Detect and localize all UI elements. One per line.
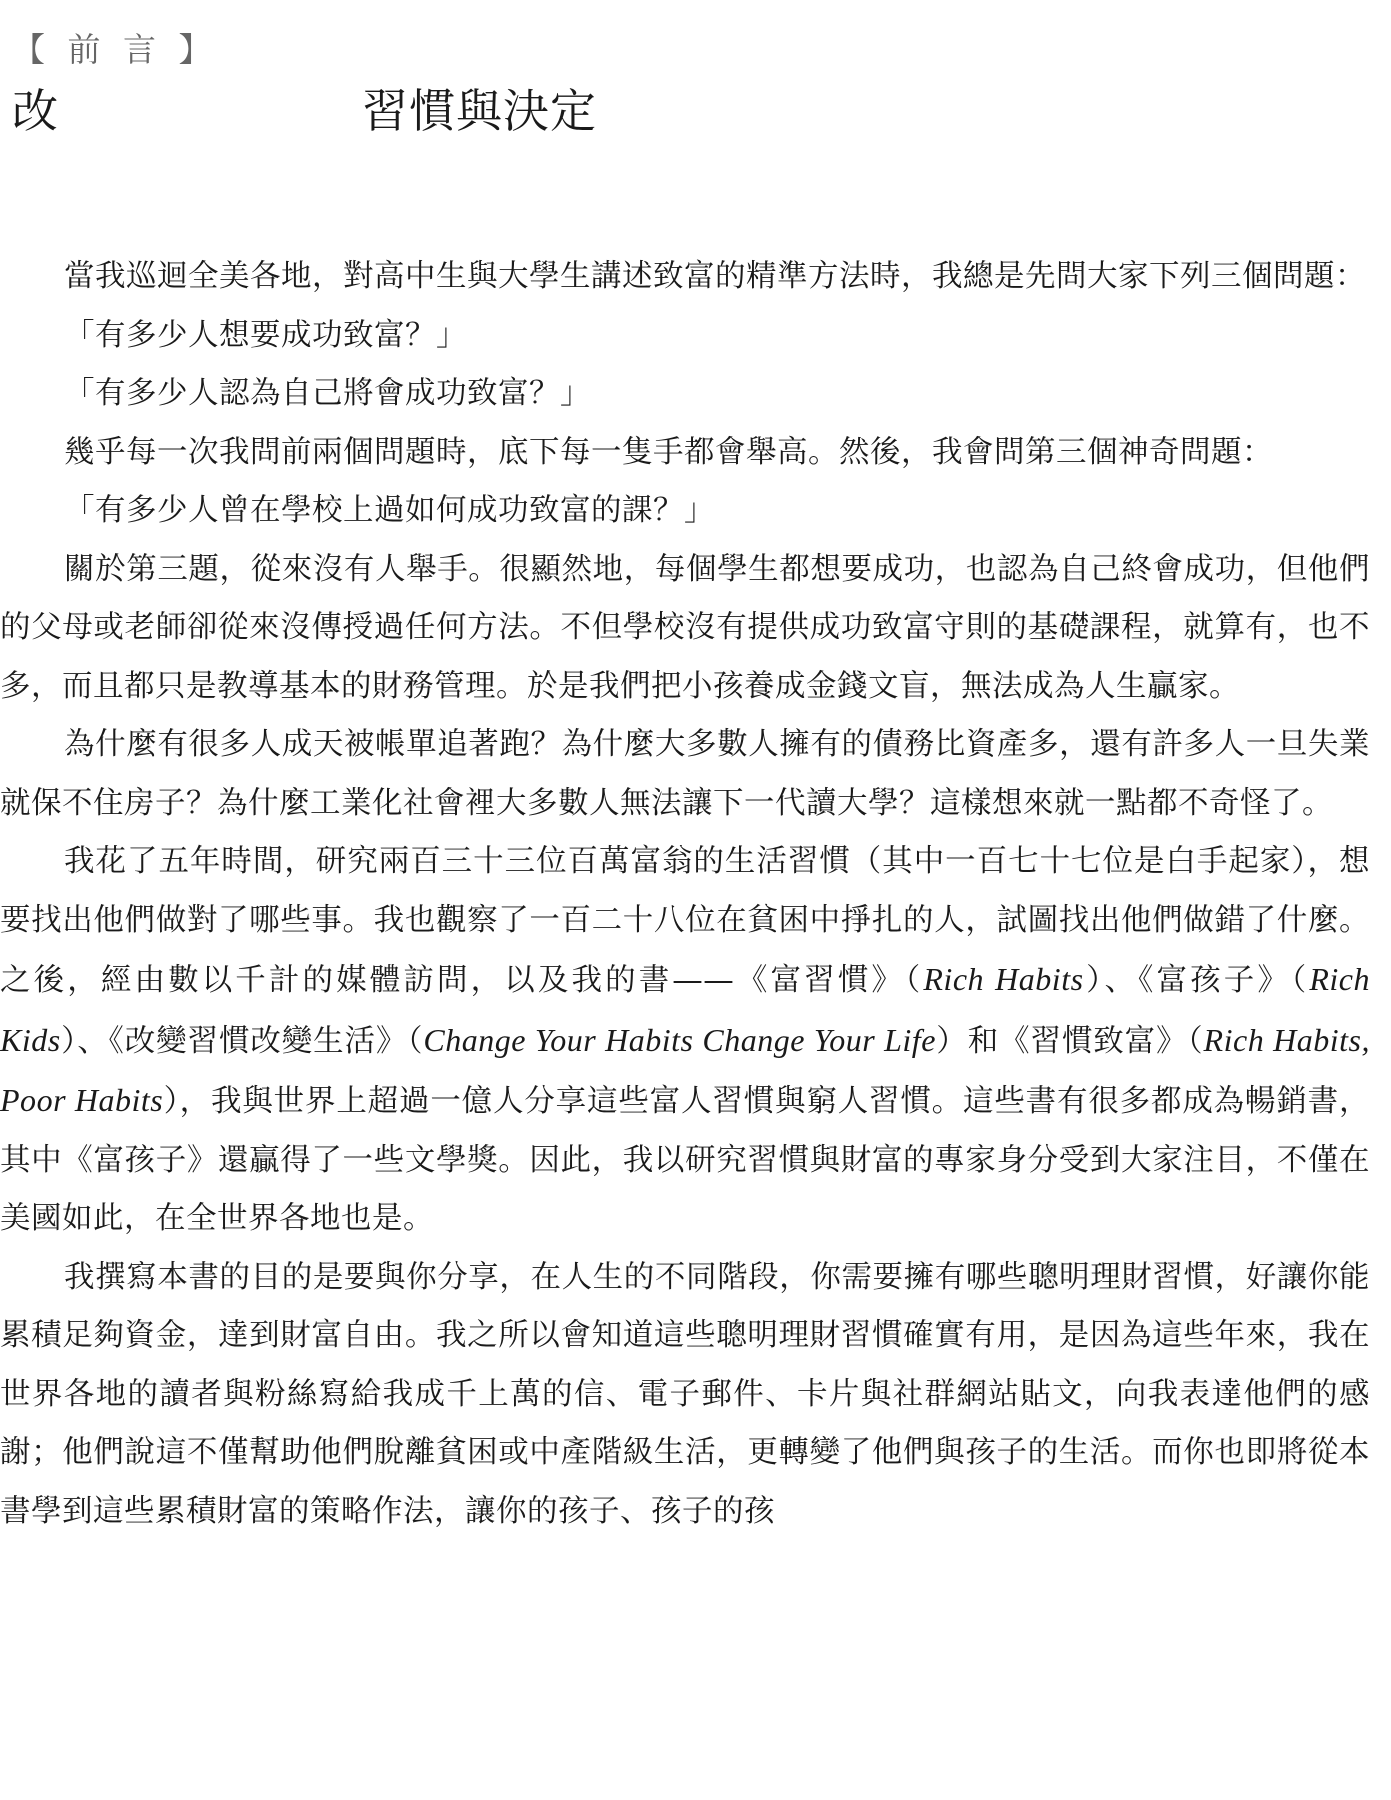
- title-first-character: 改: [12, 84, 58, 138]
- research-text-1: 我花了五年時間，研究兩百三十三位百萬富翁的生活習慣（其中一百七十七位是白手起家），想要找出他們做對了哪些事。我也觀察了一百二十八位在貧困中掙扎的人，試圖找出他們做錯了什麼。之後，經由數以千計的媒體訪問，以及我的書——《富習慣》（: [0, 844, 1370, 998]
- question-one: 「有多少人想要成功致富？」: [64, 317, 468, 353]
- research-text-5: ），我與世界上超過一億人分享這些富人習慣與窮人習慣。這些書有很多都成為暢銷書，其中《富孩子》還贏得了一些文學獎。因此，我以研究習慣與財富的專家身分受到大家注目，不僅在美國如此，在全世界各地也是。: [0, 1084, 1371, 1236]
- book-title-change-your-habits: Change Your Habits Change Your Life: [423, 1021, 936, 1058]
- research-text-2: ）、《富孩子》（: [1083, 963, 1310, 998]
- section-label: 【 前 言 】: [12, 30, 218, 69]
- question-three: 「有多少人曾在學校上過如何成功致富的課？」: [64, 493, 716, 528]
- paragraph-purpose: 我撰寫本書的目的是要與你分享，在人生的不同階段，你需要擁有哪些聰明理財習慣，好讓你能累積足夠資金，達到財富自由。我之所以會知道這些聰明理財習慣確實有用，是因為這些年來，我在世界各地的讀者與粉絲寫給我成千上萬的信、電子郵件、卡片與社群網站貼文，向我表達他們的感謝；他們說這不僅幫助他們脫離貧困或中產階級生活，更轉變了他們與孩子的生活。而你也即將從本書學到這些累積財富的策略作法，讓你的孩子、孩子的孩: [0, 1259, 1370, 1529]
- paragraph-why: 為什麼有很多人成天被帳單追著跑？為什麼大多數人擁有的債務比資產多，還有許多人一旦失業就保不住房子？為什麼工業化社會裡大多數人無法讓下一代讀大學？這樣想來就一點都不奇怪了。: [0, 727, 1370, 821]
- body-text: [0, 248, 1370, 1541]
- page-title: [12, 76, 1387, 156]
- book-title-rich-habits: Rich Habits: [923, 961, 1084, 997]
- paragraph-research: [0, 833, 1370, 1249]
- paragraph-hands-raised: 幾乎每一次我問前兩個問題時，底下每一隻手都會舉高。然後，我會問第三個神奇問題：: [64, 434, 1274, 470]
- research-text-4: ）和《習慣致富》（: [935, 1023, 1204, 1059]
- title-remainder: 習慣與決定: [362, 84, 597, 138]
- book-title-rich-kids: Rich Kids: [0, 961, 1371, 1058]
- document-page: [12, 28, 1387, 156]
- paragraph-intro: 當我巡迴全美各地，對高中生與大學生講述致富的精準方法時，我總是先問大家下列三個問題：: [64, 259, 1367, 294]
- paragraph-no-hands: 關於第三題，從來沒有人舉手。很顯然地，每個學生都想要成功，也認為自己終會成功，但他們的父母或老師卻從來沒傳授過任何方法。不但學校沒有提供成功致富守則的基礎課程，就算有，也不多，而且都只是教導基本的財務管理。於是我們把小孩養成金錢文盲，無法成為人生贏家。: [0, 551, 1370, 704]
- question-two: 「有多少人認為自己將會成功致富？」: [64, 376, 592, 411]
- book-title-rich-habits-poor-habits: Rich Habits, Poor Habits: [0, 1021, 1370, 1118]
- research-text-3: ）、《改變習慣改變生活》（: [60, 1023, 424, 1059]
